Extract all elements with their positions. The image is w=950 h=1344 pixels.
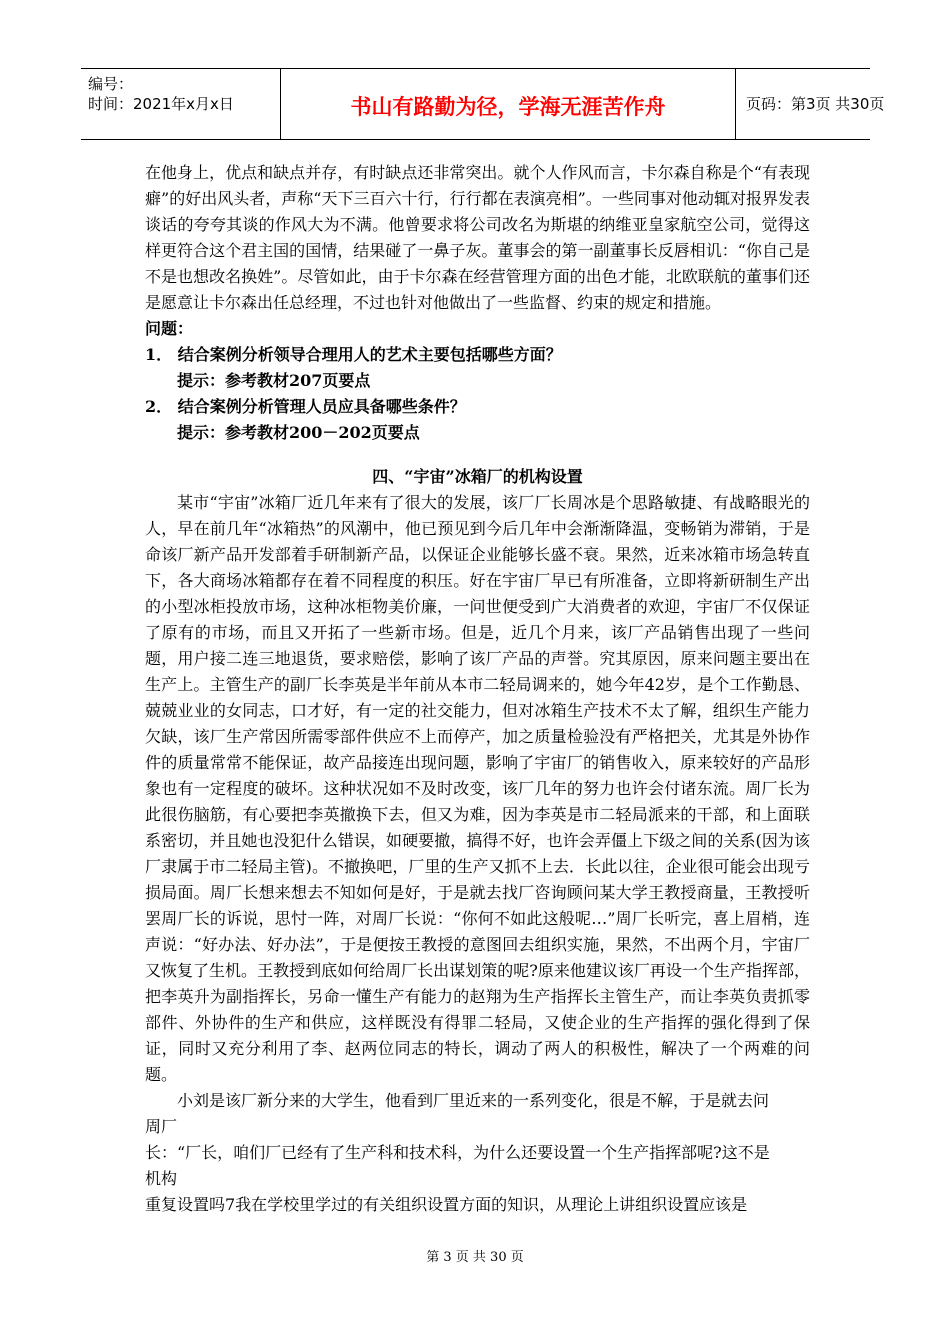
body-paragraph-1: 在他身上，优点和缺点并存，有时缺点还非常突出。就个人作风而言，卡尔森自称是个“有表现癖”的好出风头者，声称“天下三百六十行，行行都在表演亮相”。一些同事对他动辄对报界发表谈话的夸夸其谈的作风大为不满。他曾要求将公司改名为斯堪的纳维亚皇家航空公司，觉得这样更符合这个君主国的国情，结果碰了一鼻子灰。董事会的第一副董事长反唇相讥：“你自己是不是也想改名换姓”。尽管如此，由于卡尔森在经营管理方面的出色才能，北欧联航的董事们还是愿意让卡尔森出任总经理，不过也针对他做出了一些监督、约束的规定和措施。 [145, 163, 810, 312]
document-date: 时间：2021年x月x日 [88, 95, 234, 113]
page-header [81, 68, 885, 140]
header-motto: 书山有路勤为径，学海无涯苦作舟 [350, 95, 666, 119]
header-left-cell [81, 69, 280, 139]
page-footer: 第 3 页 共 30 页 [426, 1250, 524, 1265]
body-paragraph-3-line-5: 重复设置吗7我在学校里学过的有关组织设置方面的知识，从理论上讲组织设置应该是 [145, 1195, 748, 1214]
section-title: 四、“宇宙”冰箱厂的机构设置 [372, 467, 583, 486]
body-paragraph-3-line-3: 长：“厂长，咱们厂已经有了生产科和技术科，为什么还要设置一个生产指挥部呢?这不是 [145, 1143, 770, 1162]
questions-label: 问题： [145, 319, 194, 338]
body-paragraph-3-line-1: 小刘是该厂新分来的大学生，他看到厂里近来的一系列变化，很是不解，于是就去问 [177, 1091, 770, 1110]
question-1-hint: 提示：参考教材207页要点 [177, 371, 371, 390]
document-number: 编号： [88, 75, 134, 93]
body-paragraph-3-line-2: 周厂 [145, 1117, 178, 1136]
header-page-info: 页码：第3页 共30页 [746, 95, 885, 113]
header-middle-cell [280, 69, 736, 139]
header-right-cell [736, 69, 885, 139]
document-body [145, 160, 810, 1218]
body-paragraph-2: 某市“宇宙”冰箱厂近几年来有了很大的发展，该厂厂长周冰是个思路敏捷、有战略眼光的人，早在前几年“冰箱热”的风潮中，他已预见到今后几年中会渐渐降温，变畅销为滞销，于是命该厂新产品开发部着手研制新产品，以保证企业能够长盛不衰。果然，近来冰箱市场急转直下，各大商场冰箱都存在着不同程度的积压。好在宇宙厂早已有所准备，立即将新研制生产出的小型冰柜投放市场，这种冰柜物美价廉，一问世便受到广大消费者的欢迎，宇宙厂不仅保证了原有的市场，而且又开拓了一些新市场。但是，近几个月来，该厂产品销售出现了一些问题，用户接二连三地退货，要求赔偿，影响了该厂产品的声誉。究其原因，原来问题主要出在生产上。主管生产的副厂长李英是半年前从本市二轻局调来的，她今年42岁，是个工作勤恳、兢兢业业的女同志，口才好，有一定的社交能力，但对冰箱生产技术不太了解，组织生产能力欠缺，该厂生产常因所需零部件供应不上而停产，加之质量检验没有严格把关，尤其是外协作件的质量常常不能保证，故产品接连出现问题，影响了宇宙厂的销售收入，原来较好的产品形象也有一定程度的破坏。这种状况如不及时改变，该厂几年的努力也许会付诸东流。周厂长为此很伤脑筋，有心要把李英撤换下去，但又为难，因为李英是市二轻局派来的干部，和上面联系密切，并且她也没犯什么错误，如硬要撤，搞得不好，也许会弄僵上下级之间的关系(因为该厂隶属于市二轻局主管)。不撤换吧，厂里的生产又抓不上去．长此以往，企业很可能会出现亏损局面。周厂长想来想去不知如何是好，于是就去找厂咨询顾问某大学王教授商量，王教授听罢周厂长的诉说，思忖一阵，对周厂长说：“你何不如此这般呢…”周厂长听完，喜上眉梢，连声说：“好办法、好办法”，于是便按王教授的意图回去组织实施，果然，不出两个月，宇宙厂又恢复了生机。王教授到底如何给周厂长出谋划策的呢?原来他建议该厂再设一个生产指挥部，把李英升为副指挥长，另命一懂生产有能力的赵翔为生产指挥长主管生产，而让李英负责抓零部件、外协件的生产和供应，这样既没有得罪二轻局，又使企业的生产指挥的强化得到了保证，同时又充分利用了李、赵两位同志的特长，调动了两人的积极性，解决了一个两难的问题。 [145, 493, 810, 1084]
question-1: 1． 结合案例分析领导合理用人的艺术主要包括哪些方面？ [145, 345, 562, 364]
question-2-hint: 提示：参考教材200－202页要点 [177, 423, 420, 442]
body-paragraph-3-line-4: 机构 [145, 1169, 178, 1188]
question-2: 2． 结合案例分析管理人员应具备哪些条件？ [145, 397, 466, 416]
